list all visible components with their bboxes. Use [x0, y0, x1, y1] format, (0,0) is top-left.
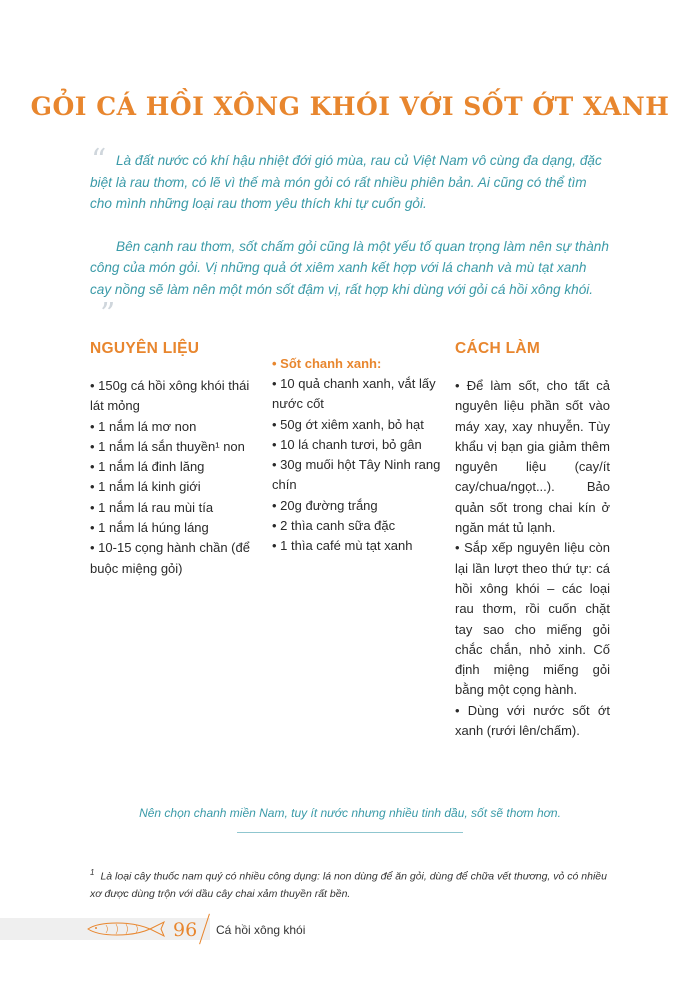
footnote-marker: 1 — [90, 868, 95, 877]
footnote — [90, 864, 610, 903]
ingredients-list — [90, 376, 262, 579]
open-quote-icon: “ — [91, 143, 107, 178]
page-number: 96 — [173, 919, 198, 941]
tip-note: Nên chọn chanh miền Nam, tuy ít nước nhưng nhiều tinh dầu, sốt sẽ thơm hơn. — [139, 806, 561, 820]
sauce-heading: • Sốt chanh xanh: — [272, 356, 382, 371]
sauce-list — [272, 374, 447, 557]
ingredient-item: • 1 nắm lá đinh lăng — [90, 457, 262, 477]
sauce-item: • 10 quả chanh xanh, vắt lấy nước cốt — [272, 374, 447, 415]
ingredients-heading: NGUYÊN LIỆU — [90, 340, 200, 357]
ingredient-item: • 1 nắm lá kinh giới — [90, 477, 262, 497]
intro-text — [90, 150, 610, 300]
fish-icon — [86, 920, 166, 938]
ingredient-item: • 10-15 cọng hành chần (để buộc miệng gỏi) — [90, 538, 262, 579]
tip-divider — [237, 832, 463, 833]
close-quote-icon: ” — [100, 297, 116, 332]
method-heading: CÁCH LÀM — [455, 340, 541, 357]
sauce-item: • 20g đường trắng — [272, 496, 447, 516]
recipe-title: GỎI CÁ HỒI XÔNG KHÓI VỚI SỐT ỚT XANH — [30, 92, 670, 121]
sauce-item: • 30g muối hột Tây Ninh rang chín — [272, 455, 447, 496]
ingredient-item: • 1 nắm lá húng láng — [90, 518, 262, 538]
ingredient-item: • 1 nắm lá mơ non — [90, 417, 262, 437]
running-title: Cá hồi xông khói — [216, 923, 306, 937]
sauce-item: • 2 thìa canh sữa đặc — [272, 516, 447, 536]
sauce-item: • 1 thìa café mù tạt xanh — [272, 536, 447, 556]
sauce-column — [272, 356, 447, 557]
ingredient-item: • 1 nắm lá rau mùi tía — [90, 498, 262, 518]
intro-paragraph: Bên cạnh rau thơm, sốt chấm gỏi cũng là một yếu tố quan trọng làm nên sự thành công của món gỏi. Vị những quả ớt xiêm xanh kết hợp với lá chanh và mù tạt xanh cay nồng sẽ làm nên một món sốt đậm vị, rất hợp khi dùng với gỏi cá hồi xông khói. — [90, 238, 609, 297]
ingredient-item: • 1 nắm lá sắn thuyền¹ non — [90, 437, 262, 457]
method-step: • Sắp xếp nguyên liệu còn lại lần lượt theo thứ tự: cá hồi xông khói – các loại rau thơm, rồi cuốn chặt tay sao cho miếng gỏi chắc chắn, nhỏ xinh. Cố định miệng miếng gỏi bằng một cọng hành. — [455, 538, 610, 700]
method-column — [455, 340, 610, 741]
method-step: • Để làm sốt, cho tất cả nguyên liệu phần sốt vào máy xay, xay nhuyễn. Tùy khẩu vị bạn gia giảm thêm nguyên liệu (cay/ít cay/chua/ngọt...). Bảo quản sốt trong chai kín ở ngăn mát tủ lạnh. — [455, 376, 610, 538]
intro-paragraph: Là đất nước có khí hậu nhiệt đới gió mùa, rau củ Việt Nam vô cùng đa dạng, đặc biệt là rau thơm, có lẽ vì thế mà món gỏi có rất nhiều phiên bản. Ai cũng có thể tìm cho mình những loại rau thơm yêu thích khi tự cuốn gỏi. — [90, 153, 602, 211]
ingredients-column — [90, 340, 262, 579]
sauce-item: • 10 lá chanh tươi, bỏ gân — [272, 435, 447, 455]
method-step: • Dùng với nước sốt ớt xanh (rưới lên/chấm). — [455, 701, 610, 742]
sauce-item: • 50g ớt xiêm xanh, bỏ hạt — [272, 415, 447, 435]
ingredient-item: • 150g cá hồi xông khói thái lát mỏng — [90, 376, 262, 417]
footnote-text: Là loại cây thuốc nam quý có nhiều công dụng: lá non dùng để ăn gỏi, dùng để chữa vết thương, vỏ có nhiều xơ được dùng trộn với dầu cây chai xảm thuyền rất bền. — [90, 870, 607, 900]
method-list — [455, 376, 610, 741]
